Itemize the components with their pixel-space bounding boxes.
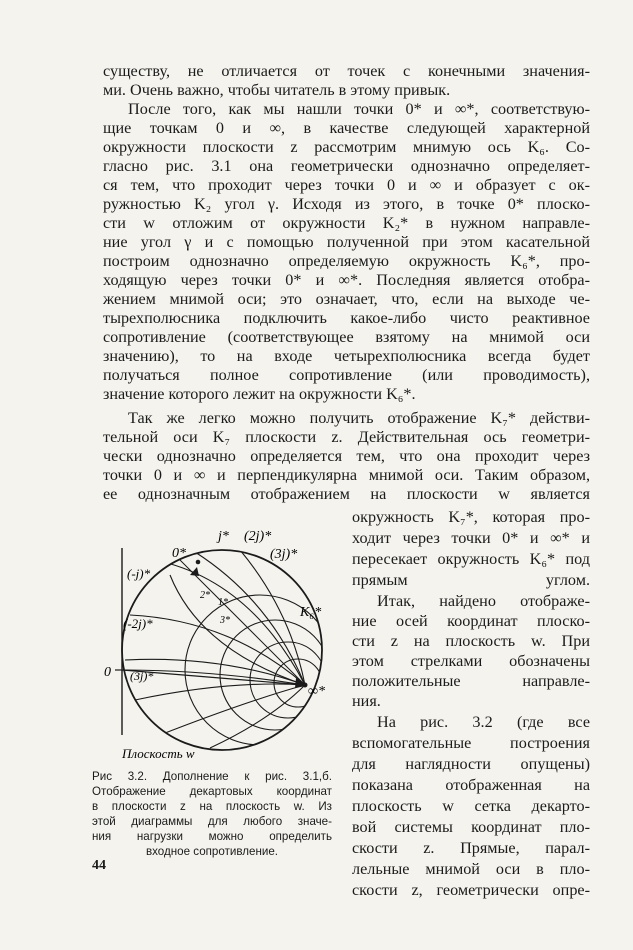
text-line: положительные направле- [352,672,590,690]
text-line: ходящую через точки 0* и ∞*. Последняя является отобра- [103,271,590,289]
text-line: скости z. Прямые, парал- [352,839,590,857]
text-line: ние угол γ и с помощью полученной при этом касательной [103,233,590,251]
text-line: окружности плоскости z рассмотрим мнимую ось K₆. Со- [103,138,590,156]
text-line: тырехполюсника подключить какое-либо чисто реактивное [103,309,590,327]
grid-arc [210,685,305,748]
label-minus-3j-star: (3j)* [130,669,154,683]
text-line: скости z, геометрически опре- [352,881,590,899]
text-line: показана отображенная на [352,776,590,794]
text-line: вспомогательные построения [352,734,590,752]
text-line: После того, как мы нашли точки 0* и ∞*, соответствую- [128,100,590,118]
text-line: чески однозначно определяется тем, что она проходит через [103,447,590,465]
text-line: существу, не отличается от точек с конечными значения- [103,62,590,80]
text-line: получаться полное сопротивление (или проводимость), [103,366,590,384]
caption-line: этой диаграммы для любого значе- [92,815,332,828]
figure-circle-diagram [100,520,350,770]
figure-plane-label: Плоскость w [122,746,195,761]
label-2-star: 2* [200,590,210,601]
text-line: построим однозначно определяемую окружность K₆*, про- [103,252,590,270]
text-line: ружностью K₂ угол γ. Исходя из этого, в точке 0* плоско- [103,195,590,213]
infinity-point [303,683,308,688]
text-line: ее однозначным отображением на плоскости w является [103,485,590,503]
text-line: для наглядности опущены) [352,755,590,773]
label-minus-j-star: (-j)* [127,566,151,581]
text-line: Итак, найдено отображе- [377,592,590,610]
text-line: жением мнимой оси; это означает, что, если на выходе че- [103,290,590,308]
label-1-star: 1* [218,597,228,608]
caption-line: ния нагрузки можно определить [92,830,332,843]
text-line: лельные мнимой оси в пло- [352,860,590,878]
grid-arcs [122,550,335,748]
label-3-star: 3* [220,615,230,626]
text-line: ми. Очень важно, чтобы читатель в этому привык. [103,81,451,99]
text-line: ние осей координат плоско- [352,612,590,630]
label-infinity-star: ∞* [308,684,325,699]
grid-arc [195,552,305,685]
text-line: Так же легко можно получить отображение K₇* действи- [128,409,590,427]
caption-line: входное сопротивление. [145,845,279,858]
outer-circle [122,550,322,750]
text-line: сопротивление (соответствующее взятому на мнимой оси [103,328,590,346]
text-line: точки 0 и ∞ и перпендикулярна мнимой оси. Таким образом, [103,466,590,484]
text-line: плоскость w сетка декарто- [352,797,590,815]
text-line: ся тем, что проходит через точки 0 и ∞ и образует с ок- [103,176,590,194]
text-line: ния. [352,692,381,710]
page-number: 44 [92,858,106,873]
label-j-star: j* [218,529,229,544]
caption-line: Рис 3.2. Дополнение к рис. 3.1,б. [92,770,332,783]
text-line: гласно рис. 3.1 она геометрически однозначно определяет- [103,157,590,175]
text-line: На рис. 3.2 (где все [377,713,590,731]
text-line: этом стрелками обозначены [352,652,590,670]
label-2j-star: (2j)* [244,529,272,544]
text-line: сти w отложим от окружности K₂* в нужном направле- [103,214,590,232]
text-line: сти z на плоскость w. При [352,632,590,650]
text-line: значению), то на входе четырехполюсника всегда будет [103,347,590,365]
text-line: щие точкам 0 и ∞, в качестве следующей характерной [103,119,590,137]
caption-line: в плоскости z на плоскость w. Из [92,800,332,813]
label-3j-star: (3j)* [270,547,298,562]
label-zero-star: 0* [172,546,186,561]
label-k6-star: K₆* [300,605,322,620]
zero-point [196,560,201,565]
text-line: пересекает окружность K₆* под [352,550,590,568]
text-line: прямым углом. [352,571,590,589]
text-line: ходит через точки 0* и ∞* и [352,529,590,547]
caption-line: Отображение декартовых координат [92,785,332,798]
label-minus-2j-star: (-2j)* [123,616,153,631]
label-origin: 0 [104,665,111,680]
tangent-line [180,560,305,685]
text-line: окружность K₇*, которая про- [352,508,590,526]
text-line: значение которого лежит на окружности K₆*. [103,385,416,403]
figure-caption [92,769,332,859]
text-line: вой системы координат пло- [352,818,590,836]
text-line: тельной оси K₇ плоскости z. Действительная ось геометри- [103,428,590,446]
